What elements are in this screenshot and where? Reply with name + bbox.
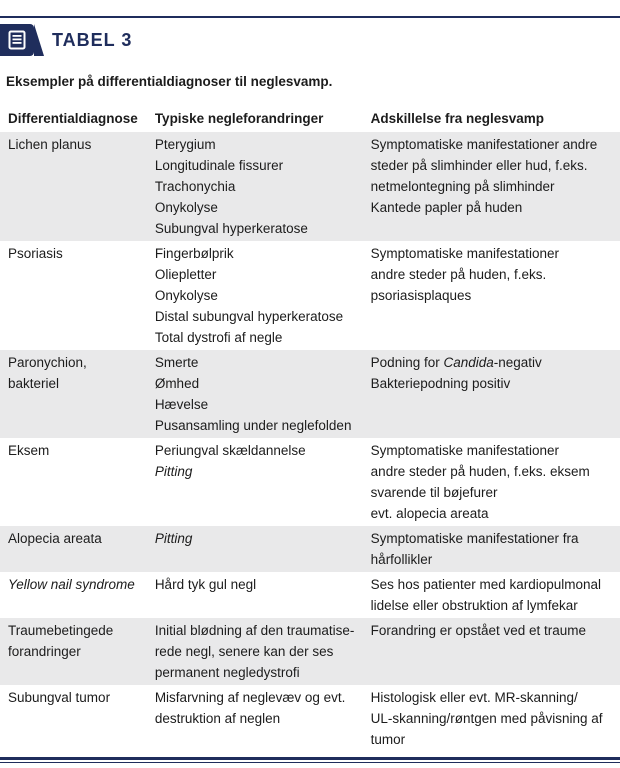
cell-line: Initial blødning af den traumatise- <box>154 623 355 638</box>
changes-cell <box>147 350 363 438</box>
cell-line: Total dystrofi af negle <box>154 330 283 345</box>
cell-line: Hævelse <box>154 397 209 412</box>
text-run: Podning for <box>370 355 444 370</box>
cell-line: Subungval tumor <box>8 690 111 705</box>
cell-line: Onykolyse <box>154 200 218 215</box>
diagnosis-cell <box>0 618 147 685</box>
differential-diagnosis-table <box>0 103 620 752</box>
cell-line: Pitting <box>154 464 193 479</box>
diagnosis-cell <box>0 350 147 438</box>
changes-cell <box>147 438 363 526</box>
cell-line: Longitudinale fissurer <box>154 158 284 173</box>
cell-line: Paronychion, <box>8 355 87 370</box>
cell-line: svarende til bøjefurer <box>370 485 498 500</box>
cell-line: Symptomatiske manifestationer fra <box>370 531 579 546</box>
cell-line: rede negl, senere kan der ses <box>154 644 334 659</box>
table-label: TABEL 3 <box>52 30 133 50</box>
cell-line: Pusansamling under neglefolden <box>154 418 352 433</box>
cell-line: UL-skanning/røntgen med påvisning af <box>370 711 603 726</box>
table-row <box>0 685 620 752</box>
cell-line: Subungval hyperkeratose <box>154 221 308 236</box>
cell-line: psoriasisplaques <box>370 288 472 303</box>
table-row <box>0 132 620 241</box>
cell-line: Trachonychia <box>154 179 236 194</box>
changes-cell <box>147 685 363 752</box>
cell-line: andre steder på huden, f.eks. eksem <box>370 464 590 479</box>
distinction-cell <box>363 618 620 685</box>
bottom-rule <box>0 757 620 760</box>
cell-line: andre steder på huden, f.eks. <box>370 267 547 282</box>
bottom-rule-thin <box>0 762 620 763</box>
cell-line: Pitting <box>154 531 193 546</box>
cell-line: steder på slimhinder eller hud, f.eks. <box>370 158 588 173</box>
table-row <box>0 526 620 572</box>
cell-line: permanent negledystrofi <box>154 665 300 680</box>
cell-line: Eksem <box>8 443 50 458</box>
distinction-cell <box>363 685 620 752</box>
italic-run: Candida <box>443 355 494 370</box>
table-badge <box>0 24 34 56</box>
cell-line: Misfarvning af neglevæv og evt. <box>154 690 346 705</box>
changes-cell <box>147 241 363 350</box>
cell-line: Histologisk eller evt. MR-skanning/ <box>370 690 578 705</box>
header-row <box>0 103 620 132</box>
distinction-cell <box>363 526 620 572</box>
cell-line: Symptomatiske manifestationer andre <box>370 137 598 152</box>
document-list-icon <box>8 30 26 50</box>
cell-line: Bakteriepodning positiv <box>370 376 511 391</box>
cell-line: bakteriel <box>8 376 60 391</box>
diagnosis-cell <box>0 241 147 350</box>
diagnosis-cell <box>0 438 147 526</box>
cell-line: Symptomatiske manifestationer <box>370 443 559 458</box>
changes-cell <box>147 618 363 685</box>
cell-line: Smerte <box>154 355 199 370</box>
cell-line: Yellow nail syndrome <box>8 577 135 592</box>
cell-line: Onykolyse <box>154 288 218 303</box>
cell-line: Traumebetingede <box>8 623 114 638</box>
cell-line: Alopecia areata <box>8 531 102 546</box>
diagnosis-cell <box>0 572 147 618</box>
table-row <box>0 572 620 618</box>
changes-cell <box>147 132 363 241</box>
cell-line: tumor <box>370 732 406 747</box>
column-header: Typiske negleforandringer <box>147 103 363 132</box>
table-row <box>0 438 620 526</box>
table-caption: Eksempler på differentialdiagnoser til neglesvamp. <box>6 74 333 89</box>
column-header: Adskillelse fra neglesvamp <box>363 103 620 132</box>
diagnosis-cell <box>0 526 147 572</box>
changes-cell <box>147 572 363 618</box>
cell-line: Psoriasis <box>8 246 63 261</box>
cell-line: netmelontegning på slimhinder <box>370 179 555 194</box>
cell-line: Oliepletter <box>154 267 217 282</box>
table-row <box>0 618 620 685</box>
cell-line: hårfollikler <box>370 552 433 567</box>
text-run: -negativ <box>493 355 542 370</box>
cell-line: Fingerbølprik <box>154 246 234 261</box>
cell-line: Lichen planus <box>8 137 92 152</box>
cell-line: Periungval skældannelse <box>154 443 306 458</box>
cell-line: Kantede papler på huden <box>370 200 523 215</box>
diagnosis-cell <box>0 132 147 241</box>
diagnosis-cell <box>0 685 147 752</box>
cell-line: Distal subungval hyperkeratose <box>154 309 344 324</box>
column-header: Differentialdiagnose <box>0 103 147 132</box>
table-row <box>0 350 620 438</box>
cell-line: evt. alopecia areata <box>370 506 489 521</box>
distinction-cell <box>363 438 620 526</box>
badge-slant <box>34 24 44 56</box>
cell-line: Symptomatiske manifestationer <box>370 246 559 261</box>
cell-line: Ses hos patienter med kardiopulmonal <box>370 577 602 592</box>
distinction-cell <box>363 350 620 438</box>
cell-line: lidelse eller obstruktion af lymfekar <box>370 598 578 613</box>
cell-line: Forandring er opstået ved et traume <box>370 623 587 638</box>
cell-line <box>371 352 614 373</box>
top-rule <box>0 16 620 18</box>
cell-line: Pterygium <box>154 137 216 152</box>
table-row <box>0 241 620 350</box>
distinction-cell <box>363 132 620 241</box>
cell-line: Hård tyk gul negl <box>154 577 257 592</box>
cell-line: forandringer <box>8 644 81 659</box>
distinction-cell <box>363 572 620 618</box>
changes-cell <box>147 526 363 572</box>
distinction-cell <box>363 241 620 350</box>
cell-line: destruktion af neglen <box>154 711 281 726</box>
cell-line: Ømhed <box>154 376 200 391</box>
